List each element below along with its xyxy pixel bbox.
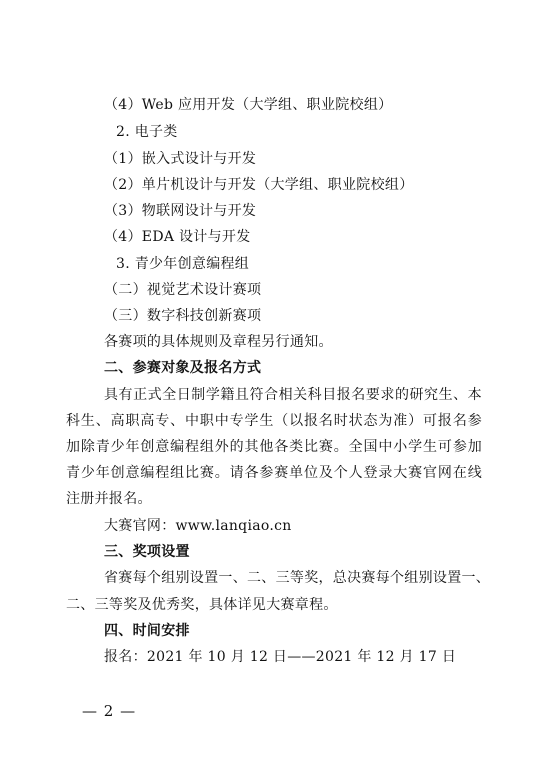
item-mcu-design: （2）单片机设计与开发（大学组、职业院校组） — [104, 177, 414, 193]
subsection-visual-arts: （二）视觉艺术设计赛项 — [104, 282, 262, 298]
paragraph-line: 注册并报名。 — [66, 491, 152, 507]
paragraph-line: 省赛每个组别设置一、二、三等奖，总决赛每个组别设置一、 — [104, 570, 491, 586]
paragraph-line: 具有正式全日制学籍且符合相关科目报名要求的研究生、本 — [104, 387, 482, 403]
paragraph-line: 加除青少年创意编程组外的其他各类比赛。全国中小学生可参加 — [66, 439, 482, 455]
section-heading-schedule: 四、时间安排 — [104, 623, 190, 639]
official-website: 大赛官网：www.lanqiao.cn — [104, 518, 292, 534]
subsection-digital-tech: （三）数字科技创新赛项 — [104, 308, 262, 324]
registration-period: 报名：2021 年 10 月 12 日——2021 年 12 月 17 日 — [104, 649, 457, 665]
item-embedded-design: （1）嵌入式设计与开发 — [104, 151, 257, 167]
paragraph-line: 青少年创意编程组比赛。请各参赛单位及个人登录大赛官网在线 — [66, 465, 482, 481]
paragraph-line: 二、三等奖及优秀奖，具体详见大赛章程。 — [66, 597, 338, 613]
item-web-dev: （4）Web 应用开发（大学组、职业院校组） — [104, 97, 393, 113]
category-electronics: 2. 电子类 — [116, 124, 178, 140]
item-iot-design: （3）物联网设计与开发 — [104, 203, 257, 219]
paragraph-line: 科生、高职高专、中职中专学生（以报名时状态为准）可报名参 — [66, 413, 482, 429]
rules-note: 各赛项的具体规则及章程另行通知。 — [104, 334, 333, 350]
section-heading-participants: 二、参赛对象及报名方式 — [104, 360, 262, 376]
page-number: — 2 — — [82, 702, 137, 720]
section-heading-awards: 三、奖项设置 — [104, 544, 190, 560]
category-youth-programming: 3. 青少年创意编程组 — [116, 256, 250, 272]
item-eda-design: （4）EDA 设计与开发 — [104, 229, 251, 245]
